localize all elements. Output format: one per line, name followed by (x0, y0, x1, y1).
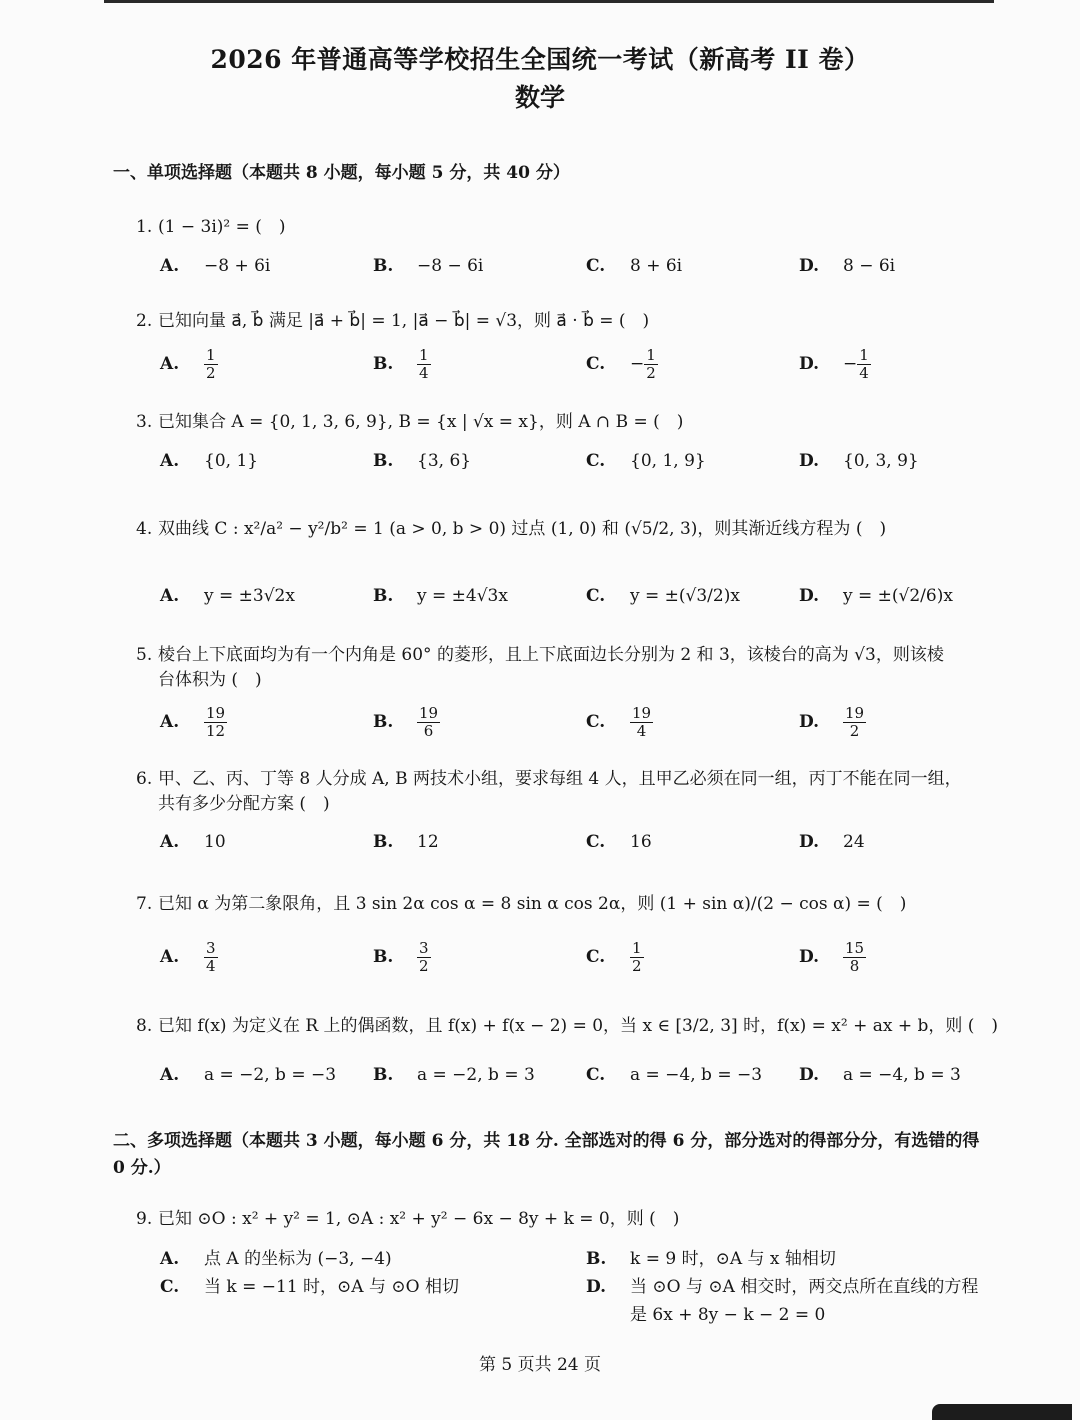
option-d: D. 当 ⊙O 与 ⊙A 相交时，两交点所在直线的方程 (586, 1277, 979, 1297)
options-q2 (160, 347, 1010, 381)
option-c: C. − $\frac{1}{2}$ (586, 345, 656, 382)
page-number: 第 5 页共 24 页 (478, 1355, 602, 1375)
option-d: D. − $\frac{1}{4}$ (799, 345, 869, 382)
option-b: B. {3, 6} (373, 451, 472, 471)
option-a: A. $\frac{19}{12}$ (160, 703, 226, 740)
option-b: B. k = 9 时，⊙A 与 x 轴相切 (586, 1249, 836, 1269)
option-c: C. 16 (586, 832, 652, 852)
option-c: C. y = ±(√3/2)x (586, 586, 740, 606)
option-c: C. $\frac{19}{4}$ (586, 703, 652, 740)
option-c: C. {0, 1, 9} (586, 451, 706, 471)
option-b: B. $\frac{19}{6}$ (373, 703, 439, 740)
option-b: B. $\frac{1}{4}$ (373, 345, 429, 382)
scanner-logo (932, 1404, 1072, 1420)
question-5: 5. 棱台上下底面均为有一个内角是 60° 的菱形，且上下底面边长分别为 2 和 3，该棱台的高为 √3，则该棱 台体积为 ( ) (136, 645, 944, 690)
option-d: D. a = −4, b = 3 (799, 1065, 961, 1085)
options-q5 (160, 705, 1010, 739)
option-a: A. −8 + 6i (160, 256, 271, 276)
option-a: A. $\frac{3}{4}$ (160, 938, 216, 975)
option-b: B. −8 − 6i (373, 256, 484, 276)
option-d: D. 24 (799, 832, 865, 852)
option-c: C. 当 k = −11 时，⊙A 与 ⊙O 相切 (160, 1277, 459, 1297)
question-1: 1. (1 − 3i)² = ( ) (136, 217, 286, 237)
option-c: C. $\frac{1}{2}$ (586, 938, 642, 975)
question-8: 8. 已知 f(x) 为定义在 R 上的偶函数，且 f(x) + f(x − 2) = 0，当 x ∈ [3/2, 3] 时，f(x) = x² + ax + b，则 ( ) (136, 1016, 999, 1036)
top-rule (104, 0, 994, 3)
options-q3 (160, 444, 1010, 478)
options-q4 (160, 579, 1010, 613)
exam-title: 2026 年普通高等学校招生全国统一考试（新高考 II 卷） (210, 45, 870, 74)
option-d: D. $\frac{19}{2}$ (799, 703, 865, 740)
option-a: A. y = ±3√2x (160, 586, 295, 606)
question-7: 7. 已知 α 为第二象限角，且 3 sin 2α cos α = 8 sin α cos 2α，则 (1 + sin α)/(2 − cos α) = ( ) (136, 894, 907, 914)
question-3: 3. 已知集合 A = {0, 1, 3, 6, 9}, B = {x | √x = x}，则 A ∩ B = ( ) (136, 412, 684, 432)
option-a: A. 点 A 的坐标为 (−3, −4) (160, 1249, 392, 1269)
question-9: 9. 已知 ⊙O : x² + y² = 1, ⊙A : x² + y² − 6x − 8y + k = 0，则 ( ) (136, 1209, 680, 1229)
option-a: A. {0, 1} (160, 451, 259, 471)
subject-title: 数学 (514, 83, 565, 112)
section-heading-single: 一、单项选择题（本题共 8 小题，每小题 5 分，共 40 分） (113, 163, 570, 183)
option-d: D. {0, 3, 9} (799, 451, 919, 471)
option-c: C. 8 + 6i (586, 256, 683, 276)
option-b: B. y = ±4√3x (373, 586, 508, 606)
question-6: 6. 甲、乙、丙、丁等 8 人分成 A, B 两技术小组，要求每组 4 人，且甲乙必须在同一组，丙丁不能在同一组， 共有多少分配方案 ( ) (136, 769, 962, 814)
question-2: 2. 已知向量 a⃗, b⃗ 满足 |a⃗ + b⃗| = 1, |a⃗ − b⃗| = √3，则 a⃗ · b⃗ = ( ) (136, 311, 650, 331)
option-d: D. 8 − 6i (799, 256, 896, 276)
option-d-continuation: 是 6x + 8y − k − 2 = 0 (630, 1305, 826, 1325)
option-c: C. a = −4, b = −3 (586, 1065, 763, 1085)
option-a: A. 10 (160, 832, 226, 852)
option-a: A. a = −2, b = −3 (160, 1065, 337, 1085)
option-a: A. $\frac{1}{2}$ (160, 345, 216, 382)
options-q9 (160, 1244, 1010, 1328)
option-d: D. y = ±(√2/6)x (799, 586, 953, 606)
option-b: B. a = −2, b = 3 (373, 1065, 535, 1085)
question-4: 4. 双曲线 C : x²/a² − y²/b² = 1 (a > 0, b > 0) 过点 (1, 0) 和 (√5/2, 3)，则其渐近线方程为 ( ) (136, 519, 887, 539)
option-b: B. $\frac{3}{2}$ (373, 938, 429, 975)
options-q1 (160, 249, 1010, 283)
section-heading-multiple: 二、多项选择题（本题共 3 小题，每小题 6 分，共 18 分. 全部选对的得 6 分，部分选对的得部分分，有选错的得 0 分.） (113, 1131, 980, 1178)
option-b: B. 12 (373, 832, 439, 852)
options-q6 (160, 825, 1010, 859)
options-q8 (160, 1058, 1010, 1092)
options-q7 (160, 940, 1010, 974)
option-d: D. $\frac{15}{8}$ (799, 938, 865, 975)
